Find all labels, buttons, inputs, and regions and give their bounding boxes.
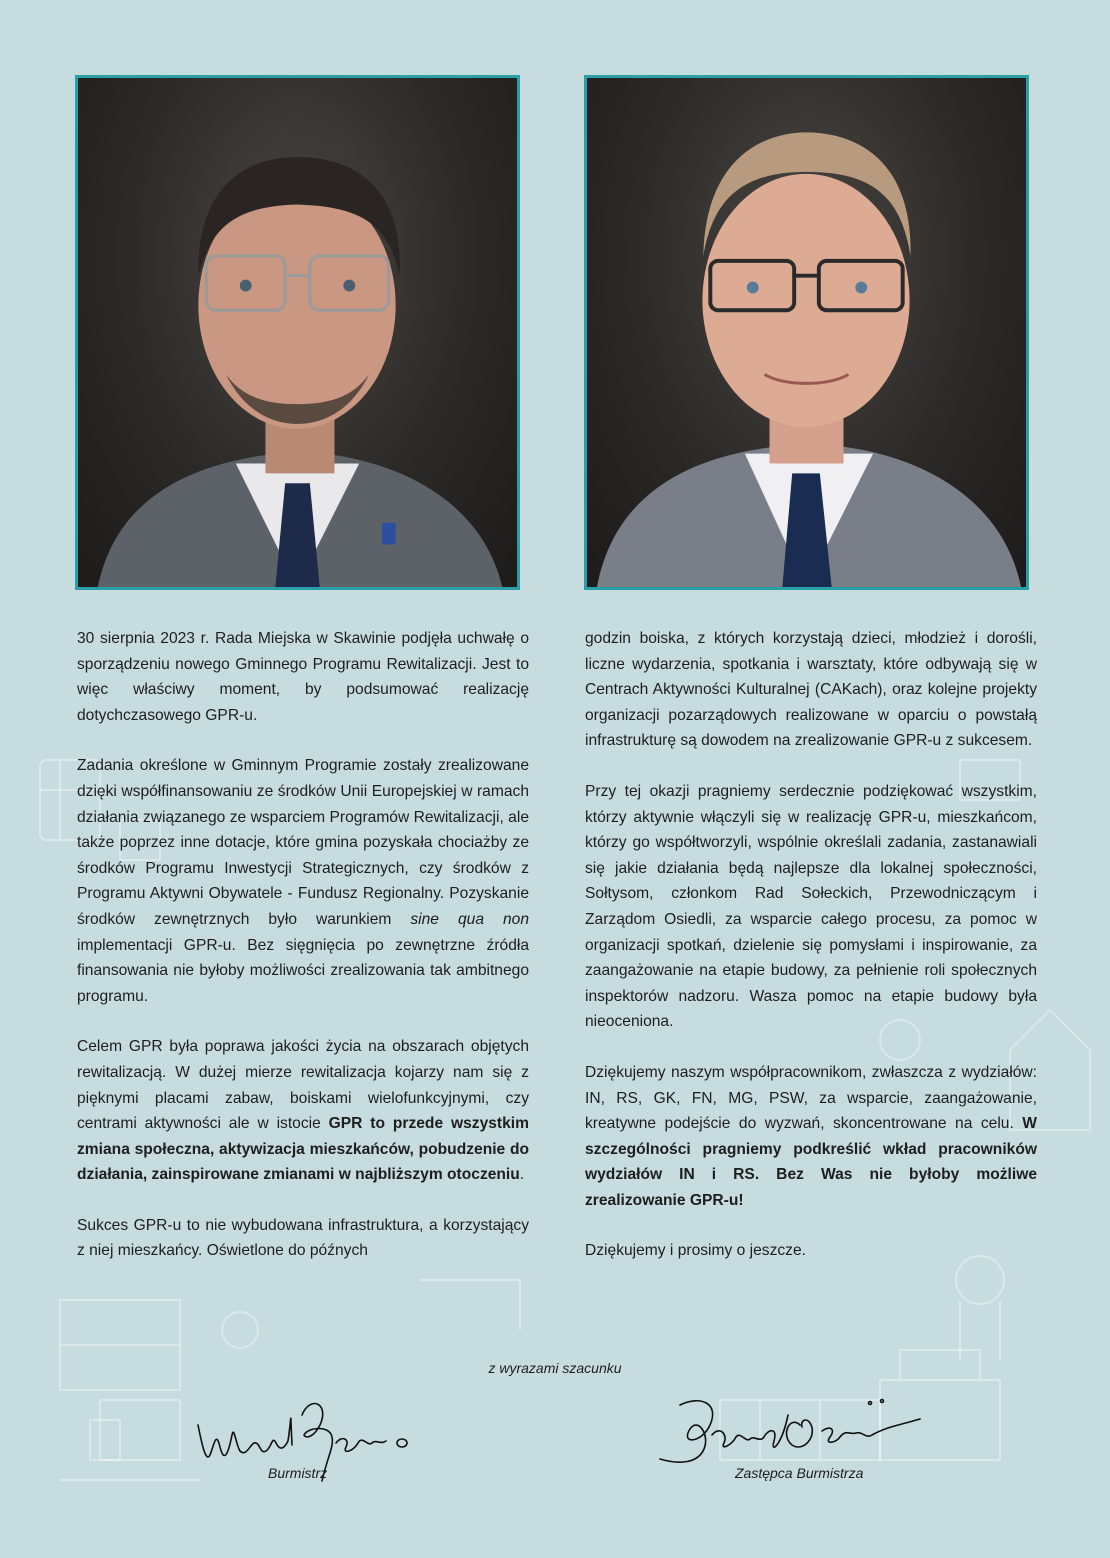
left-paragraph-2: Zadania określone w Gminnym Programie zostały zrealizowane dzięki współfinansowaniu ze środków Unii Europejskiej w ramach działania związanego ze wsparciem Programów Rewitalizacji, ale także poprzez inne dotacje, które gmina pozyskała chociażby ze środków Programu Inwestycji Strategicznych, czy środków z Programu Aktywni Obywatele - Fundusz Regionalny. Pozyskanie środków zewnętrznych było warunkiem sine qua non implementacji GPR-u. Bez sięgnięcia po zewnętrzne źródła finansowania nie byłoby możliwości zrealizowania tak ambitnego programu. xyxy=(77,757,529,1005)
left-paragraph-1: 30 sierpnia 2023 r. Rada Miejska w Skawinie podjęła uchwałę o sporządzeniu nowego Gminnego Programu Rewitalizacji. Jest to więc właściwy moment, by podsumować realizację dotychczasowego GPR-u. xyxy=(77,630,529,724)
portrait-left-image xyxy=(78,78,517,587)
portrait-left xyxy=(75,75,520,590)
right-paragraph-1: godzin boiska, z których korzystają dzieci, młodzież i dorośli, liczne wydarzenia, spotkania i warsztaty, które odbywają się w Centrach Aktywności Kulturalnej (CAKach), oraz kolejne projekty organizacji pozarządowych realizowane w oparciu o powstałą infrastrukturę są dowodem na zrealizowanie GPR-u z sukcesem. xyxy=(585,630,1037,750)
text-column-right xyxy=(585,626,1037,1289)
portrait-right xyxy=(584,75,1029,590)
role-deputy-mayor: Zastępca Burmistrza xyxy=(735,1465,864,1481)
latin-phrase: sine qua non xyxy=(410,910,529,928)
left-paragraph-3: Celem GPR była poprawa jakości życia na obszarach objętych rewitalizacją. W dużej mierze rewitalizacja kojarzy nam się z pięknymi placami zabaw, boiskami wielofunkcyjnymi, czy centrami aktywności ale w istocie GPR to przede wszystkim zmiana społeczna, aktywizacja mieszkańców, pobudzenie do działania, zainspirowane zmianami w najbliższym otoczeniu. xyxy=(77,1038,529,1184)
role-mayor: Burmistrz xyxy=(268,1465,328,1481)
left-paragraph-4: Sukces GPR-u to nie wybudowana infrastruktura, a korzystający z niej mieszkańcy. Oświetlone do późnych xyxy=(77,1216,529,1260)
right-paragraph-4: Dziękujemy i prosimy o jeszcze. xyxy=(585,1242,806,1260)
emphasis-social-change: GPR to przede wszystkim zmiana społeczna, aktywizacja mieszkańców, pobudzenie do działania, zainspirowane zmianami w najbliższym otoczeniu xyxy=(77,1115,529,1184)
closing-phrase: z wyrazami szacunku xyxy=(488,1360,622,1376)
emphasis-thanks: W szczególności pragniemy podkreślić wkład pracowników wydziałów IN i RS. Bez Was nie byłoby możliwe zrealizowanie GPR-u! xyxy=(585,1115,1037,1209)
right-paragraph-3: Dziękujemy naszym współpracownikom, zwłaszcza z wydziałów: IN, RS, GK, FN, MG, PSW, za wsparcie, zaangażowanie, kreatywne podejście do wyzwań, skoncentrowane na celu. W szczególności pragniemy podkreślić wkład pracowników wydziałów IN i RS. Bez Was nie byłoby możliwe zrealizowanie GPR-u! xyxy=(585,1063,1037,1209)
right-paragraph-2: Przy tej okazji pragniemy serdecznie podziękować wszystkim, którzy aktywnie włączyli się w realizację GPR-u, mieszkańcom, którzy go współtworzyli, wspólnie określali zadania, zastanawiali się jakie działania będą najlepsze dla lokalnej społeczności, Sołtysom, członkom Rad Sołeckich, Przewodniczącym i Zarządom Osiedli, za wsparcie całego procesu, za pomoc w organizacji spotkań, dzielenie się pomysłami i inspirowanie, za zaangażowanie na etapie budowy, za pełnienie roli społecznych inspektorów nadzoru. Wasza pomoc na etapie budowy była nieoceniona. xyxy=(585,782,1037,1031)
text-column-left xyxy=(77,626,529,1289)
portrait-right-image xyxy=(587,78,1026,587)
